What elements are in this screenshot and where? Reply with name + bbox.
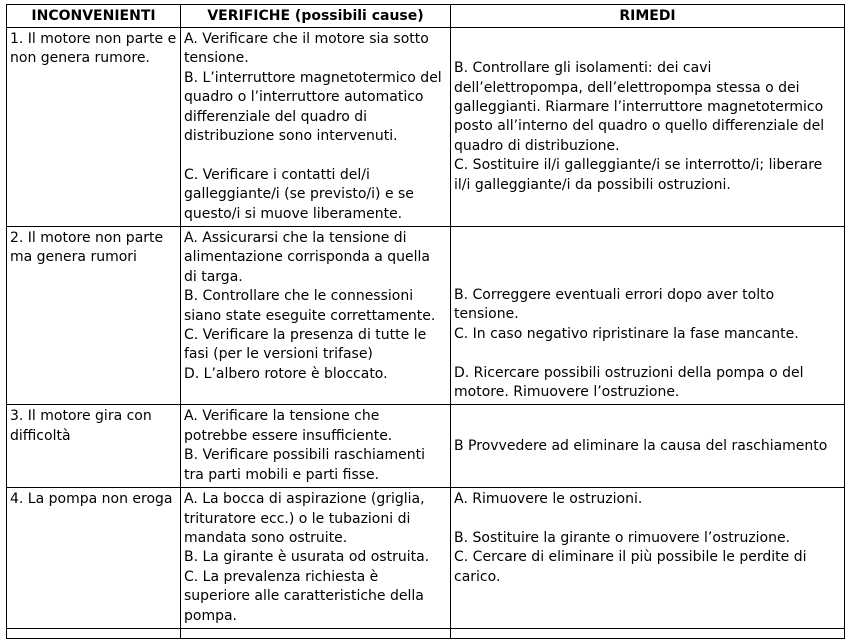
table-row bbox=[7, 488, 845, 629]
checks-cell bbox=[181, 28, 451, 227]
header-inconvenienti: INCONVENIENTI bbox=[7, 5, 181, 28]
header-rimedi: RIMEDI bbox=[451, 5, 845, 28]
remedy-item: D. Ricercare possibili ostruzioni della pompa o del motore. Rimuovere l’ostruzione. bbox=[454, 364, 804, 401]
remedy-item: B. Sostituire la girante o rimuovere l’ostruzione. bbox=[454, 529, 791, 546]
check-item: C. Verificare la presenza di tutte le fasi (per le versioni trifase) bbox=[184, 327, 427, 363]
remedies-cell bbox=[451, 227, 845, 405]
check-item: C. Verificare i contatti del/i galleggiante/i (se previsto/i) e se questo/i si muove liberamente. bbox=[184, 166, 414, 222]
check-item: B. L’interruttore magnetotermico del quadro o l’interruttore automatico differenziale del quadro di distribuzione sono intervenuti. bbox=[184, 69, 442, 145]
check-item: A. La bocca di aspirazione (griglia, trituratore ecc.) o le tubazioni di mandata sono ostruite. bbox=[184, 491, 425, 546]
remedy-item: A. Rimuovere le ostruzioni. bbox=[454, 491, 643, 508]
remedy-item: C. Sostituire il/i galleggiante/i se interrotto/i; liberare il/i galleggiante/i da possibili ostruzioni. bbox=[454, 157, 823, 193]
check-item: C. La prevalenza richiesta è superiore alle caratteristiche della pompa. bbox=[184, 568, 424, 624]
check-item: A. Assicurarsi che la tensione di alimentazione corrisponda a quella di targa. bbox=[184, 230, 431, 285]
table-row bbox=[7, 405, 845, 488]
issue-cell: 2. Il motore non parte ma genera rumori bbox=[7, 227, 181, 405]
issue-cell: 4. La pompa non eroga bbox=[7, 488, 181, 629]
check-item: D. L’albero rotore è bloccato. bbox=[184, 365, 388, 382]
remedy-item: C. In caso negativo ripristinare la fase mancante. bbox=[454, 325, 799, 342]
check-item: A. Verificare che il motore sia sotto tensione. bbox=[184, 31, 429, 67]
check-item: B. Controllare che le connessioni siano state eseguite correttamente. bbox=[184, 288, 436, 324]
remedies-cell bbox=[451, 28, 845, 227]
check-item: B. Verificare possibili raschiamenti tra parti mobili e parti fisse. bbox=[184, 447, 425, 483]
checks-cell bbox=[181, 227, 451, 405]
remedy-item: C. Cercare di eliminare il più possibile le perdite di carico. bbox=[454, 549, 807, 585]
header-verifiche: VERIFICHE (possibili cause) bbox=[181, 5, 451, 28]
remedy-item: B. Controllare gli isolamenti: dei cavi dell’elettropompa, dell’elettropompa stessa o dei galleggianti. Riarmare l’interruttore magnetotermico posto all’interno del quadro o quello differenziale del quadro di distribuzione. bbox=[454, 60, 825, 154]
table-row bbox=[7, 28, 845, 227]
troubleshooting-table bbox=[6, 4, 845, 639]
remedy-item: B. Correggere eventuali errori dopo aver tolto tensione. bbox=[454, 287, 775, 323]
remedy-item: B Provvedere ad eliminare la causa del raschiamento bbox=[454, 437, 828, 454]
table-row bbox=[7, 227, 845, 405]
table-header-row bbox=[7, 5, 845, 28]
checks-cell bbox=[181, 405, 451, 488]
remedies-cell bbox=[451, 405, 845, 488]
remedies-cell bbox=[451, 488, 845, 629]
issue-cell: 1. Il motore non parte e non genera rumore. bbox=[7, 28, 181, 227]
check-item: B. La girante è usurata od ostruita. bbox=[184, 549, 430, 566]
issue-cell: 3. Il motore gira con difficoltà bbox=[7, 405, 181, 488]
checks-cell bbox=[181, 488, 451, 629]
check-item: A. Verificare la tensione che potrebbe essere insufficiente. bbox=[184, 408, 393, 444]
